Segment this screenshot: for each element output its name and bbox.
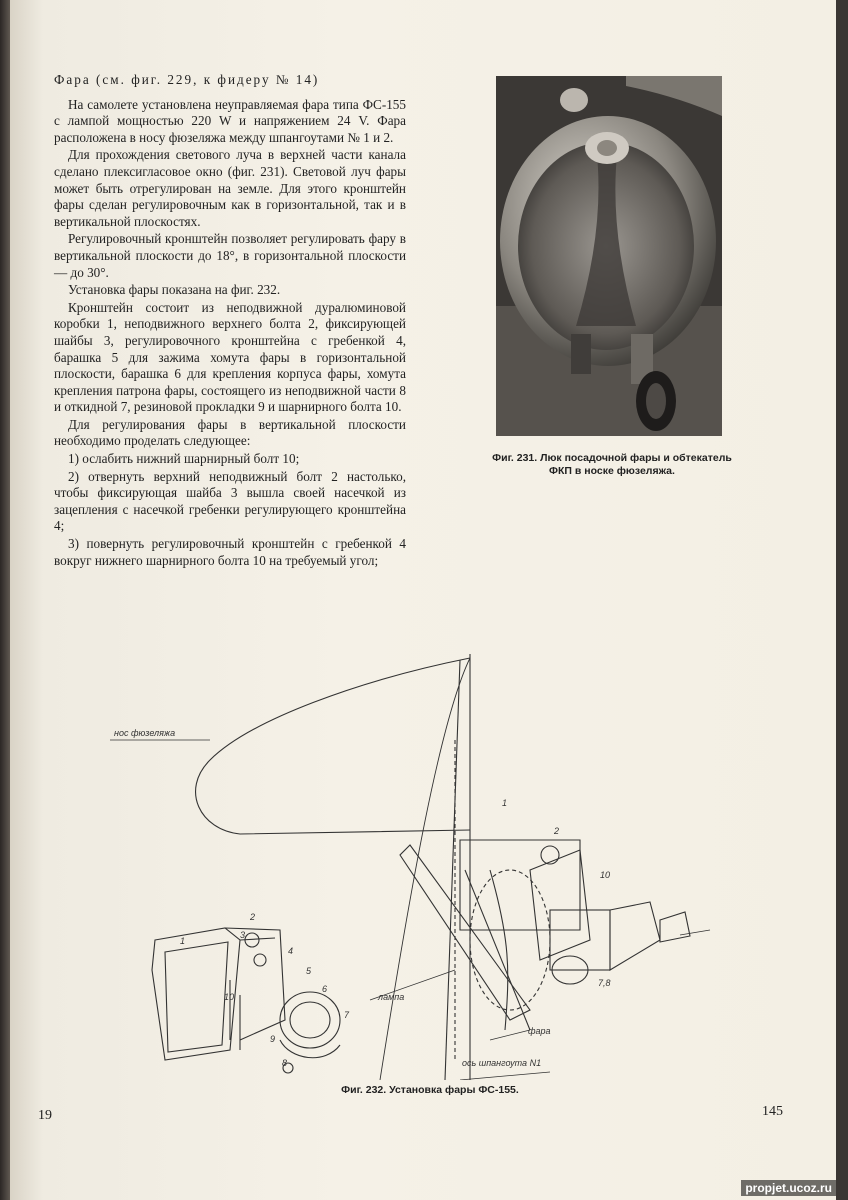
label-headlight: фара bbox=[528, 1026, 551, 1036]
list-item: 3) повернуть регулировочный кронштейн с гребенкой 4 вокруг нижнего шарнирного болта 10 на требуемый угол; bbox=[54, 536, 406, 568]
callout-right-10: 10 bbox=[600, 870, 611, 880]
callout-5: 5 bbox=[306, 966, 312, 976]
left-text-column bbox=[54, 72, 406, 570]
label-lamp: лампа bbox=[378, 992, 405, 1002]
paragraph: Для прохождения светового луча в верхней части канала сделано плексигласовое окно (фиг. 231). Световой луч фары может быть отрегулирован на земле. Для этого кронштейн фары сделан регулировочным как в горизонтальной, так и в вертикальной плоскостях. bbox=[54, 147, 406, 229]
callout-right-78: 7,8 bbox=[598, 978, 611, 988]
label-frame-axis: ось шпангоута N1 bbox=[462, 1058, 542, 1068]
figure-232-caption: Фиг. 232. Установка фары ФС-155. bbox=[341, 1084, 519, 1096]
label-fuselage-nose: нос фюзеляжа bbox=[114, 728, 176, 738]
section-heading: Фара (см. фиг. 229, к фидеру № 14) bbox=[54, 72, 320, 87]
paragraph: Для регулирования фары в вертикальной плоскости необходимо проделать следующее: bbox=[54, 416, 406, 449]
paragraph: Кронштейн состоит из неподвижной дуралюминовой коробки 1, неподвижного верхнего болта 2, фиксирующей шайбы 3, регулировочного кронштейна с гребенкой 4, барашка 5 для зажима хомута фары в горизонтальной плоскости, барашка 6 для крепления корпуса фары, хомута крепления патрона фары, состоящего из неподвижной части 8 и откидной 7, резиновой прокладки 9 и шарнирного болта 10. bbox=[54, 299, 406, 415]
caption-line: ФКП в носке фюзеляжа. bbox=[549, 465, 675, 477]
callout-2: 2 bbox=[250, 912, 256, 922]
figure-232-drawing bbox=[110, 640, 730, 1080]
site-watermark: propjet.ucoz.ru bbox=[741, 1180, 836, 1196]
caption-line: Фиг. 231. Люк посадочной фары и обтекатель bbox=[492, 452, 732, 464]
paragraph: На самолете установлена неуправляемая фара типа ФС-155 с лампой мощностью 220 W и напряжением 24 V. Фара расположена в носу фюзеляжа между шпангоутами № 1 и 2. bbox=[54, 96, 406, 145]
figure-231-photo bbox=[496, 76, 722, 436]
callout-8: 8 bbox=[282, 1058, 288, 1068]
list-item: 1) ослабить нижний шарнирный болт 10; bbox=[68, 451, 300, 467]
paragraph: Установка фары показана на фиг. 232. bbox=[68, 282, 281, 298]
callout-9: 9 bbox=[270, 1034, 276, 1044]
page-number-right: 145 bbox=[762, 1104, 783, 1119]
callout-1: 1 bbox=[180, 936, 186, 946]
callout-10: 10 bbox=[224, 992, 235, 1002]
callout-4: 4 bbox=[288, 946, 294, 956]
callout-6: 6 bbox=[322, 984, 328, 994]
paragraph: Регулировочный кронштейн позволяет регулировать фару в вертикальной плоскости до 18°, в горизонтальной плоскости — до 30°. bbox=[54, 231, 406, 280]
callout-right-1: 1 bbox=[502, 798, 508, 808]
figure-231-caption bbox=[462, 452, 762, 478]
page-number-left: 19 bbox=[38, 1108, 52, 1123]
callout-3: 3 bbox=[240, 930, 246, 940]
callout-7: 7 bbox=[344, 1010, 350, 1020]
list-item: 2) отвернуть верхний неподвижный болт 2 настолько, чтобы фиксирующая шайба 3 вышла своей насечкой из зацепления с насечкой гребенки регулирующего кронштейна 4; bbox=[54, 468, 406, 534]
bleed-through-text bbox=[740, 80, 820, 220]
callout-right-2: 2 bbox=[554, 826, 560, 836]
book-page bbox=[10, 0, 836, 1200]
